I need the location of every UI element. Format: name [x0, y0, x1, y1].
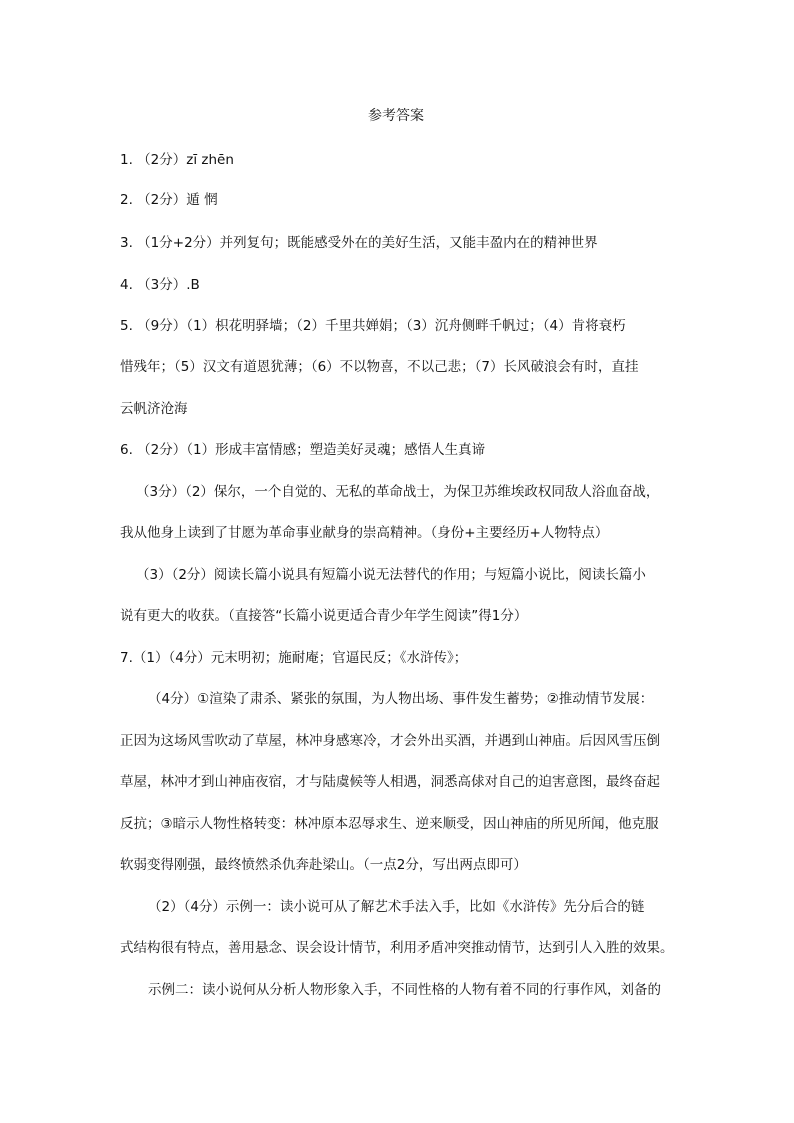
- answer-line-17: 反抗；③暗示人物性格转变：林冲原本忍辱求生、逆来顺受，因山神庙的所见所闻，他克服: [120, 816, 659, 832]
- answer-line-19: （2）（4分）示例一：读小说可从了解艺术手法入手，比如《水浒传》先分后合的链: [148, 899, 645, 915]
- answer-line-20: 式结构很有特点，善用悬念、误会设计情节，利用矛盾冲突推动情节，达到引人入胜的效果。: [120, 940, 674, 956]
- answer-line-11: （3）（2分）阅读长篇小说具有短篇小说无法替代的作用；与短篇小说比，阅读长篇小: [136, 567, 646, 583]
- document-title: 参考答案: [368, 108, 424, 124]
- answer-line-5: 5. （9分）（1）枳花明驿墙；（2）千里共婵娟；（3）沉舟侧畔千帆过；（4）肯将衰朽: [120, 318, 626, 334]
- answer-line-9: （3分）（2）保尔，一个自觉的、无私的革命战士，为保卫苏维埃政权同敌人浴血奋战，: [136, 484, 660, 500]
- answer-line-16: 草屋，林冲才到山神庙夜宿，才与陆虞候等人相遇，洞悉高俅对自己的迫害意图，最终奋起: [120, 774, 660, 790]
- answer-line-8: 6. （2分）（1）形成丰富情感；塑造美好灵魂；感悟人生真谛: [120, 442, 486, 458]
- answer-line-14: （4分）①渲染了肃杀、紧张的氛围，为人物出场、事件发生蓄势；②推动情节发展：: [148, 691, 654, 707]
- answer-line-2: 2. （2分）遁 惘: [120, 192, 218, 208]
- answer-line-1: 1. （2分）zī zhēn: [120, 152, 234, 168]
- answer-line-4: 4. （3分）.B: [120, 277, 200, 293]
- answer-line-21: 示例二：读小说何从分析人物形象入手，不同性格的人物有着不同的行事作风，刘备的: [148, 982, 661, 998]
- answer-line-7: 云帆济沧海: [120, 401, 188, 417]
- answer-line-3: 3. （1分+2分）并列复句；既能感受外在的美好生活，又能丰盈内在的精神世界: [120, 235, 598, 251]
- answer-line-15: 正因为这场风雪吹动了草屋，林冲身感寒冷，才会外出买酒，并遇到山神庙。后因风雪压倒: [120, 733, 660, 749]
- answer-line-12: 说有更大的收获。（直接答“长篇小说更适合青少年学生阅读”得1分）: [120, 608, 528, 624]
- answer-line-6: 惜残年；（5）汉文有道恩犹薄；（6）不以物喜，不以己悲；（7）长风破浪会有时，直挂: [120, 359, 639, 375]
- answer-line-18: 软弱变得刚强，最终愤然杀仇奔赴梁山。（一点2分，写出两点即可）: [120, 857, 527, 873]
- answer-line-10: 我从他身上读到了甘愿为革命事业献身的崇高精神。（身份+主要经历+人物特点）: [120, 525, 609, 541]
- answer-line-13: 7.（1）（4分）元末明初；施耐庵；官逼民反；《水浒传》；: [120, 650, 468, 666]
